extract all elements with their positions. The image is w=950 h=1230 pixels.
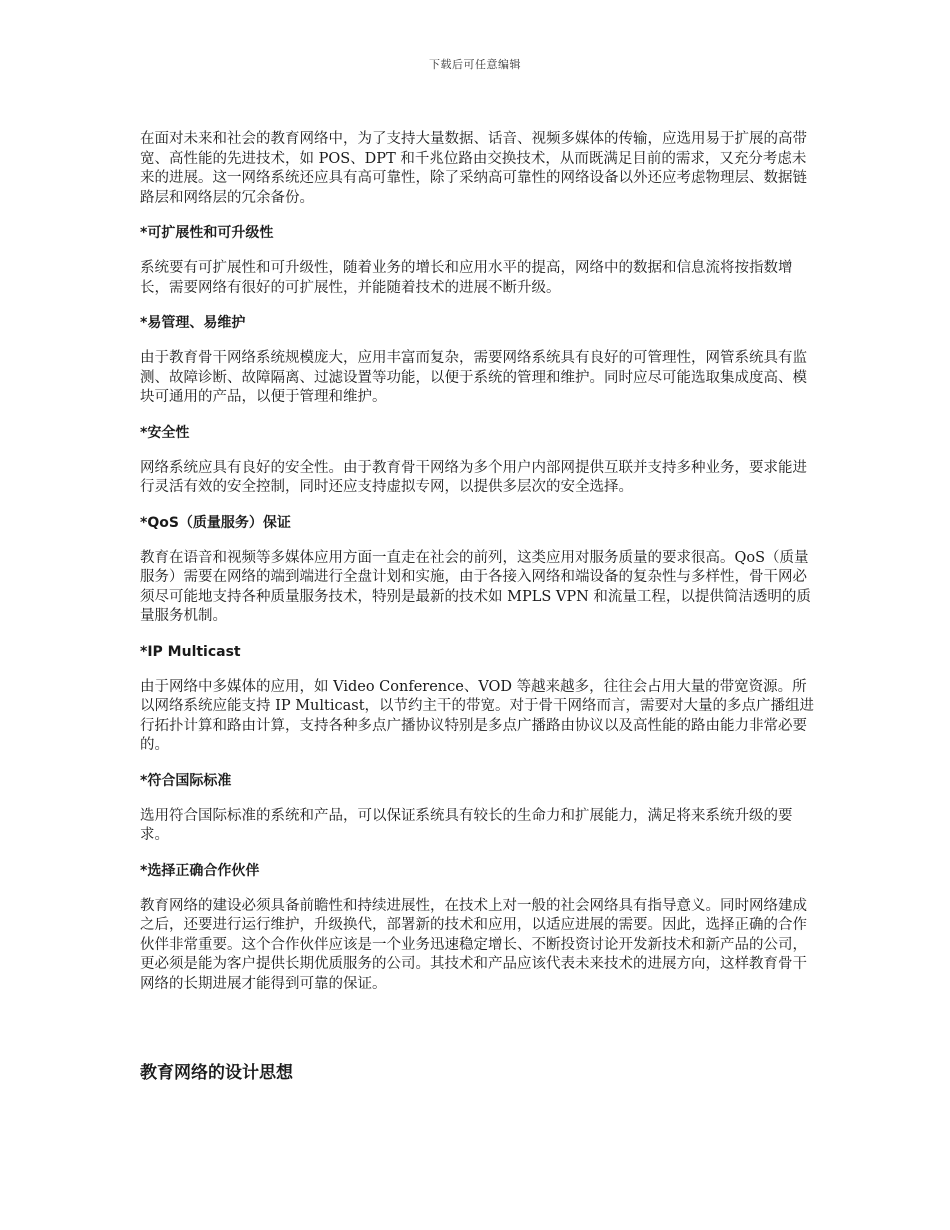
paragraph-standards: 选用符合国际标准的系统和产品，可以保证系统具有较长的生命力和扩展能力，满足将来系统升级的要求。: [140, 807, 793, 843]
intro-paragraph: 在面对未来和社会的教育网络中，为了支持大量数据、话音、视频多媒体的传输，应选用易于扩展的高带宽、高性能的先进技术，如 POS、DPT 和千兆位路由交换技术，从而既满足目前的需求，又充分考虑未来的进展。这一网络系统还应具有高可靠性，除了采纳高可靠性的网络设备以外还应考虑物理层、数据链路层和网络层的冗余备份。: [140, 131, 807, 206]
heading-partner: *选择正确合作伙伴: [140, 862, 260, 879]
paragraph-qos: 教育在语音和视频等多媒体应用方面一直走在社会的前列，这类应用对服务质量的要求很高。QoS（质量服务）需要在网络的端到端进行全盘计划和实施，由于各接入网络和端设备的复杂性与多样性，骨干网必须尽可能地支持各种质量服务技术，特别是最新的技术如 MPLS VPN 和流量工程，以提供简洁透明的质量服务机制。: [140, 549, 811, 624]
heading-qos: *QoS（质量服务）保证: [140, 514, 291, 531]
section-title: 教育网络的设计思想: [140, 1063, 293, 1083]
heading-manageability: *易管理、易维护: [140, 315, 246, 331]
paragraph-security: 网络系统应具有良好的安全性。由于教育骨干网络为多个用户内部网提供互联并支持多种业务，要求能进行灵活有效的安全控制，同时还应支持虚拟专网，以提供多层次的安全选择。: [140, 459, 807, 495]
paragraph-manageability: 由于教育骨干网络系统规模庞大，应用丰富而复杂，需要网络系统具有良好的可管理性，网管系统具有监测、故障诊断、故障隔离、过滤设置等功能，以便于系统的管理和维护。同时应尽可能选取集成度高、模块可通用的产品，以便于管理和维护。: [140, 350, 807, 405]
page-header: 下载后可任意编辑: [429, 58, 521, 71]
heading-standards: *符合国际标准: [140, 772, 232, 789]
paragraph-partner: 教育网络的建设必须具备前瞻性和持续进展性，在技术上对一般的社会网络具有指导意义。同时网络建成之后，还要进行运行维护，升级换代，部署新的技术和应用，以适应进展的需要。因此，选择正确的合作伙伴非常重要。这个合作伙伴应该是一个业务迅速稳定增长、不断投资讨论开发新技术和新产品的公司，更必须是能为客户提供长期优质服务的公司。其技术和产品应该代表未来技术的进展方向，这样教育骨干网络的长期进展才能得到可靠的保证。: [140, 897, 807, 992]
paragraph-scalability: 系统要有可扩展性和可升级性，随着业务的增长和应用水平的提高，网络中的数据和信息流将按指数增长，需要网络有很好的可扩展性，并能随着技术的进展不断升级。: [140, 260, 793, 296]
heading-security: *安全性: [140, 424, 190, 441]
heading-ip-multicast: *IP Multicast: [140, 643, 241, 660]
paragraph-ip-multicast: 由于网络中多媒体的应用，如 Video Conference、VOD 等越来越多，往往会占用大量的带宽资源。所以网络系统应能支持 IP Multicast，以节约主干的带宽。对于骨干网络而言，需要对大量的多点广播组进行拓扑计算和路由计算，支持各种多点广播协议特别是多点广播路由协议以及高性能的路由能力非常必要的。: [140, 678, 815, 753]
heading-scalability: *可扩展性和可升级性: [140, 225, 274, 241]
document-body: [140, 130, 820, 994]
